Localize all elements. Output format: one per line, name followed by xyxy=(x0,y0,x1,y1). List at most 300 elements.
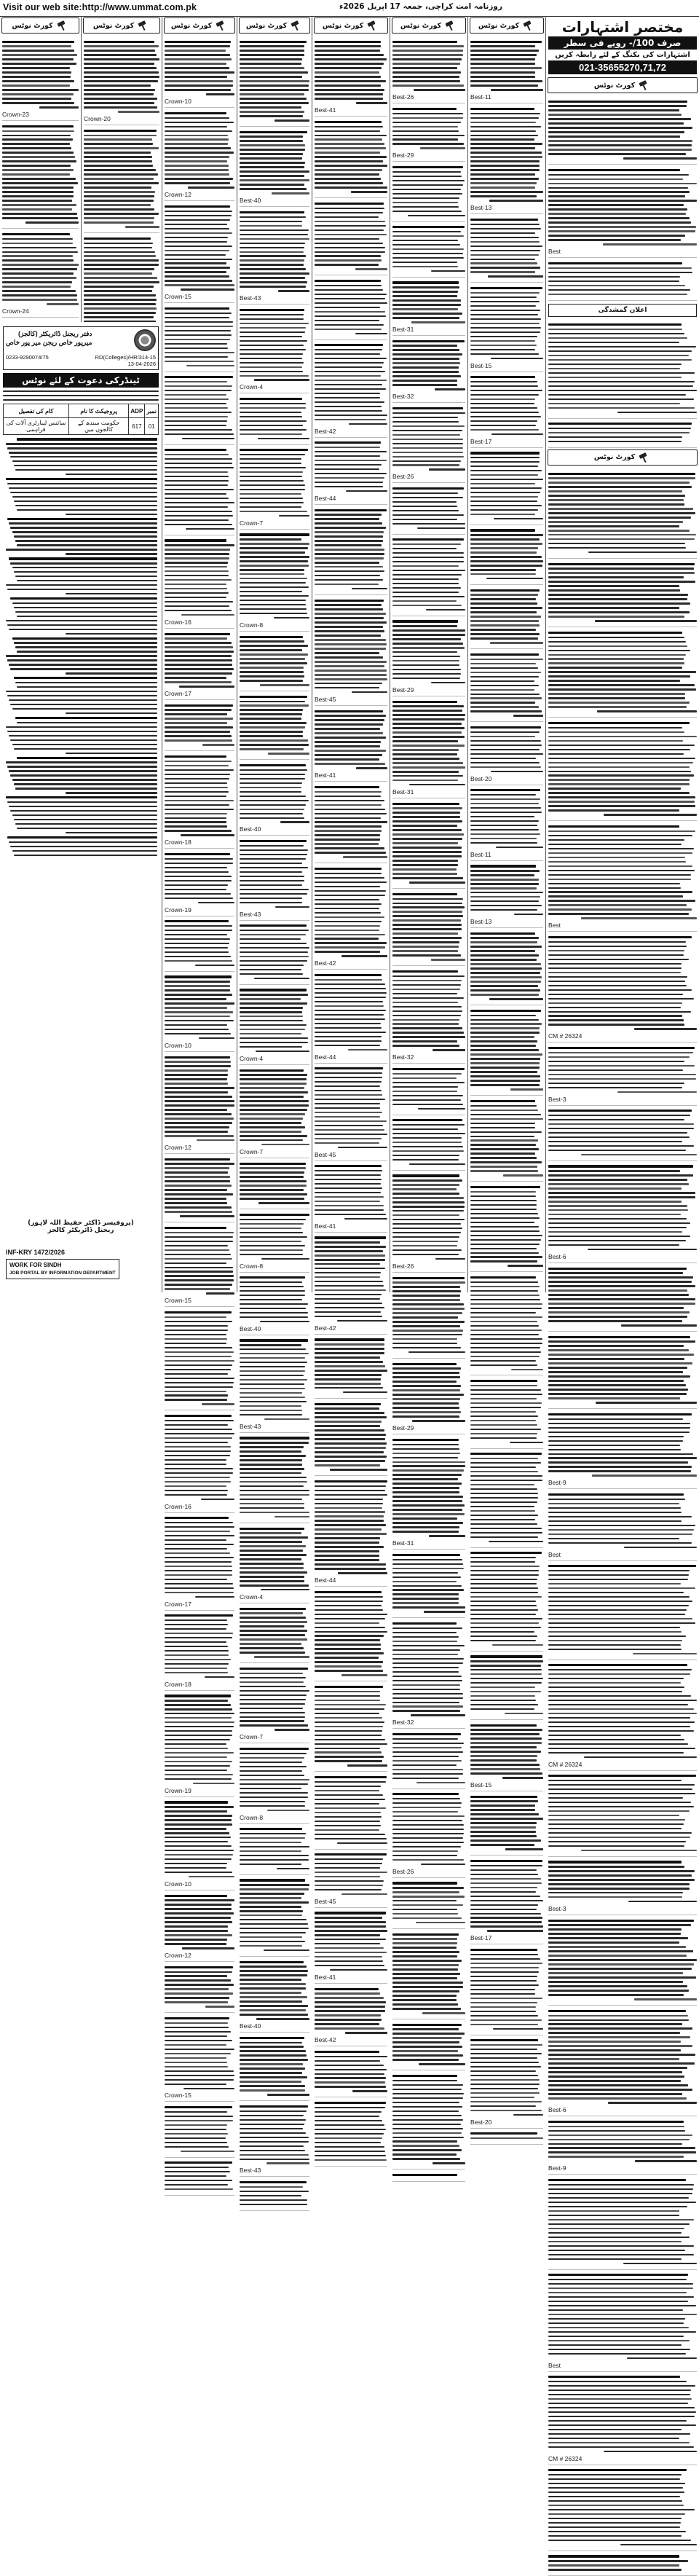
court-notice xyxy=(392,616,465,696)
text-line xyxy=(165,672,232,674)
text-line xyxy=(165,655,232,656)
text-line xyxy=(66,792,157,793)
text-line xyxy=(392,1068,465,1070)
text-line xyxy=(392,313,462,314)
text-line xyxy=(470,1601,536,1602)
text-line xyxy=(165,41,231,43)
text-line xyxy=(315,1036,382,1037)
text-line xyxy=(315,951,380,952)
text-line xyxy=(470,1394,542,1395)
text-line xyxy=(315,1174,381,1176)
notice-tag: Crown-10 xyxy=(165,98,191,106)
text-line xyxy=(240,162,305,163)
tender-notice xyxy=(0,322,162,1292)
text-line xyxy=(165,506,228,508)
court-notice xyxy=(315,595,387,706)
text-line xyxy=(25,221,79,223)
text-line xyxy=(548,1380,684,1381)
text-line xyxy=(392,523,465,525)
text-line xyxy=(240,366,302,368)
text-line xyxy=(548,1316,687,1317)
text-line xyxy=(315,234,387,235)
text-line xyxy=(240,1571,307,1573)
text-line xyxy=(470,398,535,400)
text-line xyxy=(180,1215,234,1217)
text-line xyxy=(240,371,303,372)
text-line xyxy=(315,1880,384,1882)
text-line xyxy=(315,1434,386,1435)
text-line xyxy=(392,189,461,190)
text-line xyxy=(496,847,543,848)
text-line xyxy=(165,112,226,114)
text-line xyxy=(240,1608,306,1610)
text-line xyxy=(392,1032,464,1033)
text-line xyxy=(548,204,684,205)
text-line xyxy=(392,122,461,123)
text-line xyxy=(392,1504,465,1506)
text-line xyxy=(240,2204,307,2205)
text-line xyxy=(409,1163,465,1165)
text-line xyxy=(548,959,689,960)
text-line xyxy=(548,428,691,429)
text-line xyxy=(240,1677,306,1678)
text-line xyxy=(470,305,536,307)
text-line xyxy=(165,1360,234,1362)
court-notice xyxy=(315,1984,387,2046)
text-line xyxy=(548,963,682,965)
text-line xyxy=(315,817,381,819)
text-line xyxy=(470,689,534,691)
text-line xyxy=(470,1844,534,1845)
text-line xyxy=(392,1793,459,1795)
text-line xyxy=(470,156,542,157)
text-line xyxy=(240,813,303,814)
text-line xyxy=(392,1760,462,1762)
text-line xyxy=(392,375,461,377)
text-line xyxy=(315,834,380,836)
text-line xyxy=(470,745,542,746)
text-line xyxy=(392,1487,459,1488)
text-line xyxy=(315,130,380,132)
text-line xyxy=(548,2283,693,2285)
text-line xyxy=(470,985,538,986)
text-line xyxy=(165,876,232,877)
text-line xyxy=(418,1108,465,1110)
notice-tag: Best-42 xyxy=(315,427,336,435)
text-line xyxy=(165,570,229,572)
text-line xyxy=(240,1690,309,1692)
text-line xyxy=(470,1596,542,1598)
text-line xyxy=(392,1526,459,1528)
text-line xyxy=(470,1290,538,1292)
text-line xyxy=(315,600,384,602)
text-line xyxy=(165,1284,232,1285)
text-line xyxy=(470,483,535,484)
text-line xyxy=(392,1219,465,1220)
court-notice xyxy=(548,320,697,419)
text-line xyxy=(165,1633,233,1634)
text-line xyxy=(470,1896,540,1897)
text-line xyxy=(315,1825,381,1826)
court-notice xyxy=(240,1273,309,1335)
text-line xyxy=(548,762,693,763)
text-line xyxy=(470,702,535,703)
text-line xyxy=(240,582,306,584)
text-line xyxy=(2,85,70,86)
text-line xyxy=(165,493,226,495)
text-line xyxy=(548,749,690,750)
text-line xyxy=(548,2237,690,2238)
text-line xyxy=(548,1841,686,1842)
text-line xyxy=(315,796,381,797)
text-line xyxy=(315,741,381,742)
text-line xyxy=(392,592,459,593)
text-line xyxy=(392,2008,461,2009)
notice-tag: Best-29 xyxy=(392,152,414,160)
text-line xyxy=(261,1144,309,1145)
text-line xyxy=(165,813,227,814)
text-line xyxy=(548,2126,684,2127)
text-line xyxy=(548,1354,694,1355)
text-line xyxy=(548,745,695,746)
text-line xyxy=(548,517,691,518)
gavel-icon xyxy=(290,21,303,30)
gavel-icon xyxy=(638,453,651,462)
text-line xyxy=(165,224,227,225)
text-line xyxy=(165,1061,231,1062)
text-line xyxy=(315,216,379,218)
court-notice xyxy=(165,972,234,1052)
text-line xyxy=(634,1028,697,1029)
text-line xyxy=(240,153,303,154)
text-line xyxy=(548,1311,690,1313)
text-line xyxy=(548,766,690,768)
text-line xyxy=(2,147,71,149)
court-notice xyxy=(240,207,309,305)
text-line xyxy=(470,1519,535,1520)
text-line xyxy=(315,1303,382,1304)
text-line xyxy=(548,2093,682,2094)
text-line xyxy=(84,106,157,108)
text-line xyxy=(548,2513,685,2515)
text-line xyxy=(548,1627,680,1628)
text-line xyxy=(315,1374,382,1375)
text-line xyxy=(240,718,301,719)
text-line xyxy=(470,1869,537,1871)
text-line xyxy=(165,1351,234,1353)
text-line xyxy=(315,1067,383,1069)
text-line xyxy=(165,934,227,935)
text-line xyxy=(165,1477,230,1478)
column-heading: کورٹ نوٹس xyxy=(83,17,160,34)
text-line xyxy=(392,1376,460,1378)
text-line xyxy=(392,1855,457,1856)
text-line xyxy=(240,1357,305,1359)
text-line xyxy=(240,595,309,597)
text-line xyxy=(548,226,696,227)
text-line xyxy=(165,1997,229,1998)
text-line xyxy=(392,656,460,657)
text-line xyxy=(165,343,227,345)
text-line xyxy=(17,616,157,617)
text-line xyxy=(392,1193,459,1194)
text-line xyxy=(548,662,684,664)
gavel-icon xyxy=(366,21,379,30)
text-line xyxy=(165,562,228,563)
text-line xyxy=(392,538,464,541)
text-line xyxy=(315,41,381,43)
text-line xyxy=(315,557,384,559)
text-line xyxy=(14,571,157,573)
text-line xyxy=(165,156,229,157)
text-line xyxy=(315,1704,386,1705)
text-line xyxy=(470,870,540,871)
text-line xyxy=(315,255,381,256)
text-line xyxy=(470,186,535,188)
text-line xyxy=(240,871,302,873)
text-line xyxy=(9,487,157,489)
text-line xyxy=(548,936,692,938)
text-line xyxy=(392,71,461,73)
text-line xyxy=(315,737,386,738)
text-line xyxy=(470,54,537,55)
text-line xyxy=(392,1667,459,1668)
text-line xyxy=(2,173,70,175)
text-line xyxy=(392,1837,463,1839)
notice-tag: Best-45 xyxy=(315,696,336,704)
text-line xyxy=(240,1550,303,1551)
text-line xyxy=(392,1654,458,1655)
tender-region: میرپور خاص ریجن میر پور خاص xyxy=(6,339,92,346)
text-line xyxy=(416,1782,465,1783)
text-line xyxy=(165,1056,230,1059)
text-line xyxy=(355,333,387,334)
text-line xyxy=(240,1532,301,1534)
text-line xyxy=(240,1078,307,1080)
text-line xyxy=(548,1743,688,1745)
text-line xyxy=(240,551,305,553)
notice-tag: Best-41 xyxy=(315,106,336,114)
text-line xyxy=(470,58,535,60)
text-line xyxy=(240,1828,302,1830)
text-line xyxy=(165,681,232,683)
text-line xyxy=(470,1458,538,1459)
text-line xyxy=(165,433,234,435)
text-line xyxy=(240,787,301,788)
text-line xyxy=(548,998,694,1000)
court-notice xyxy=(548,1561,697,1660)
text-line xyxy=(392,1896,465,1897)
text-line xyxy=(240,229,309,231)
text-line xyxy=(240,2181,307,2183)
text-line xyxy=(315,1992,380,1994)
text-line xyxy=(470,1904,538,1906)
text-line xyxy=(240,268,306,270)
text-line xyxy=(392,1073,462,1075)
text-line xyxy=(470,659,543,660)
text-line xyxy=(470,1127,535,1128)
text-line xyxy=(392,1394,464,1395)
text-line xyxy=(165,1338,227,1340)
text-line xyxy=(199,1037,234,1039)
text-line xyxy=(548,1819,685,1821)
text-line xyxy=(548,1780,682,1781)
text-line xyxy=(470,1351,541,1353)
text-line xyxy=(2,93,74,95)
text-line xyxy=(66,474,157,475)
text-line xyxy=(165,1704,231,1705)
text-line xyxy=(165,938,230,940)
text-line xyxy=(548,1815,679,1816)
text-line xyxy=(181,614,234,616)
text-line xyxy=(315,1464,380,1466)
text-line xyxy=(165,853,230,855)
text-line xyxy=(548,1784,695,1786)
notice-tag: Crown-16 xyxy=(165,618,191,626)
text-line xyxy=(315,2086,386,2087)
text-line xyxy=(488,275,543,277)
court-notice xyxy=(392,966,465,1064)
text-line xyxy=(198,902,234,903)
text-line xyxy=(315,366,382,368)
text-line xyxy=(392,1602,459,1603)
text-line xyxy=(470,76,535,77)
text-line xyxy=(315,1451,384,1453)
text-line xyxy=(487,1930,543,1931)
text-line xyxy=(548,736,697,737)
court-notice xyxy=(548,1409,697,1489)
text-line xyxy=(470,766,541,768)
text-line xyxy=(392,176,462,177)
text-line xyxy=(315,152,380,153)
text-line xyxy=(513,2114,543,2116)
text-line xyxy=(548,235,685,236)
column-6 xyxy=(390,16,467,1875)
text-line xyxy=(392,1802,462,1804)
text-line xyxy=(315,745,380,747)
text-line xyxy=(392,1554,460,1556)
text-line xyxy=(548,1664,687,1666)
court-notice xyxy=(548,2116,697,2175)
notice-tag: Best-44 xyxy=(315,1053,336,1061)
text-line xyxy=(470,1071,537,1072)
text-line xyxy=(240,1459,302,1461)
text-line xyxy=(510,1088,543,1090)
text-line xyxy=(392,1179,462,1181)
text-line xyxy=(315,1657,379,1658)
column-3 xyxy=(162,16,237,2100)
notice-tag: Best-3 xyxy=(548,1905,566,1913)
text-line xyxy=(165,1227,226,1229)
text-line xyxy=(315,1821,380,1822)
text-line xyxy=(392,1982,463,1983)
text-line xyxy=(165,1992,233,1994)
text-line xyxy=(165,211,232,212)
text-line xyxy=(165,449,226,451)
text-line xyxy=(392,1649,460,1651)
text-line xyxy=(470,310,540,311)
text-line xyxy=(548,1542,692,1544)
text-line xyxy=(315,2142,381,2143)
text-line xyxy=(548,941,686,943)
court-notice xyxy=(470,649,543,722)
text-line xyxy=(240,1545,306,1547)
text-line xyxy=(548,1457,697,1458)
text-line xyxy=(470,1963,542,1964)
text-line xyxy=(392,1815,465,1817)
text-line xyxy=(470,232,535,234)
website-link[interactable]: Visit our web site:http://www.ummat.com.pk xyxy=(3,2,197,12)
text-line xyxy=(84,259,159,261)
text-line xyxy=(470,1191,536,1193)
text-line xyxy=(392,349,459,350)
text-line xyxy=(627,2357,697,2359)
text-line xyxy=(392,1027,462,1029)
classifieds-phone[interactable]: 021-35655270,71,72 xyxy=(548,60,697,74)
text-line xyxy=(392,143,464,144)
text-line xyxy=(392,380,457,381)
text-line xyxy=(548,1525,695,1526)
text-line xyxy=(84,294,156,296)
text-line xyxy=(548,1227,687,1228)
text-line xyxy=(470,138,534,140)
text-line xyxy=(392,1917,462,1919)
notice-tag: Best-26 xyxy=(392,1262,414,1270)
text-line xyxy=(470,2044,542,2046)
text-line xyxy=(392,638,461,640)
tender-phone: 0233-9290074/75 xyxy=(6,354,49,361)
court-notice xyxy=(392,36,465,103)
text-line xyxy=(240,41,307,43)
text-line xyxy=(165,250,229,251)
text-line xyxy=(548,267,692,269)
text-line xyxy=(240,1842,301,1843)
notice-tag: Crown-18 xyxy=(165,1680,191,1688)
text-line xyxy=(548,1298,695,1300)
court-notice xyxy=(240,1209,309,1272)
text-line xyxy=(392,1184,459,1185)
text-line xyxy=(548,2522,681,2524)
court-notice xyxy=(165,2102,234,2157)
text-line xyxy=(2,102,74,103)
text-line xyxy=(470,1244,540,1245)
court-notice xyxy=(240,393,309,444)
court-notice xyxy=(84,36,159,125)
text-line xyxy=(470,1523,537,1525)
text-line xyxy=(548,783,690,785)
text-line xyxy=(240,166,304,168)
text-line xyxy=(392,1955,457,1957)
court-notice xyxy=(470,1182,543,1272)
text-line xyxy=(470,2024,538,2025)
text-line xyxy=(315,1125,383,1126)
text-line xyxy=(392,1045,459,1046)
text-line xyxy=(392,253,463,254)
text-line xyxy=(470,909,537,911)
text-line xyxy=(240,960,307,962)
text-line xyxy=(548,1179,687,1180)
text-line xyxy=(315,1425,380,1426)
text-line xyxy=(240,1724,308,1726)
text-line xyxy=(470,1800,538,1802)
text-line xyxy=(165,1321,232,1322)
text-line xyxy=(84,169,156,170)
court-notice xyxy=(240,530,309,632)
text-line xyxy=(490,642,543,643)
text-line xyxy=(315,251,385,253)
text-line xyxy=(470,1631,534,1633)
text-line xyxy=(470,1826,536,1828)
